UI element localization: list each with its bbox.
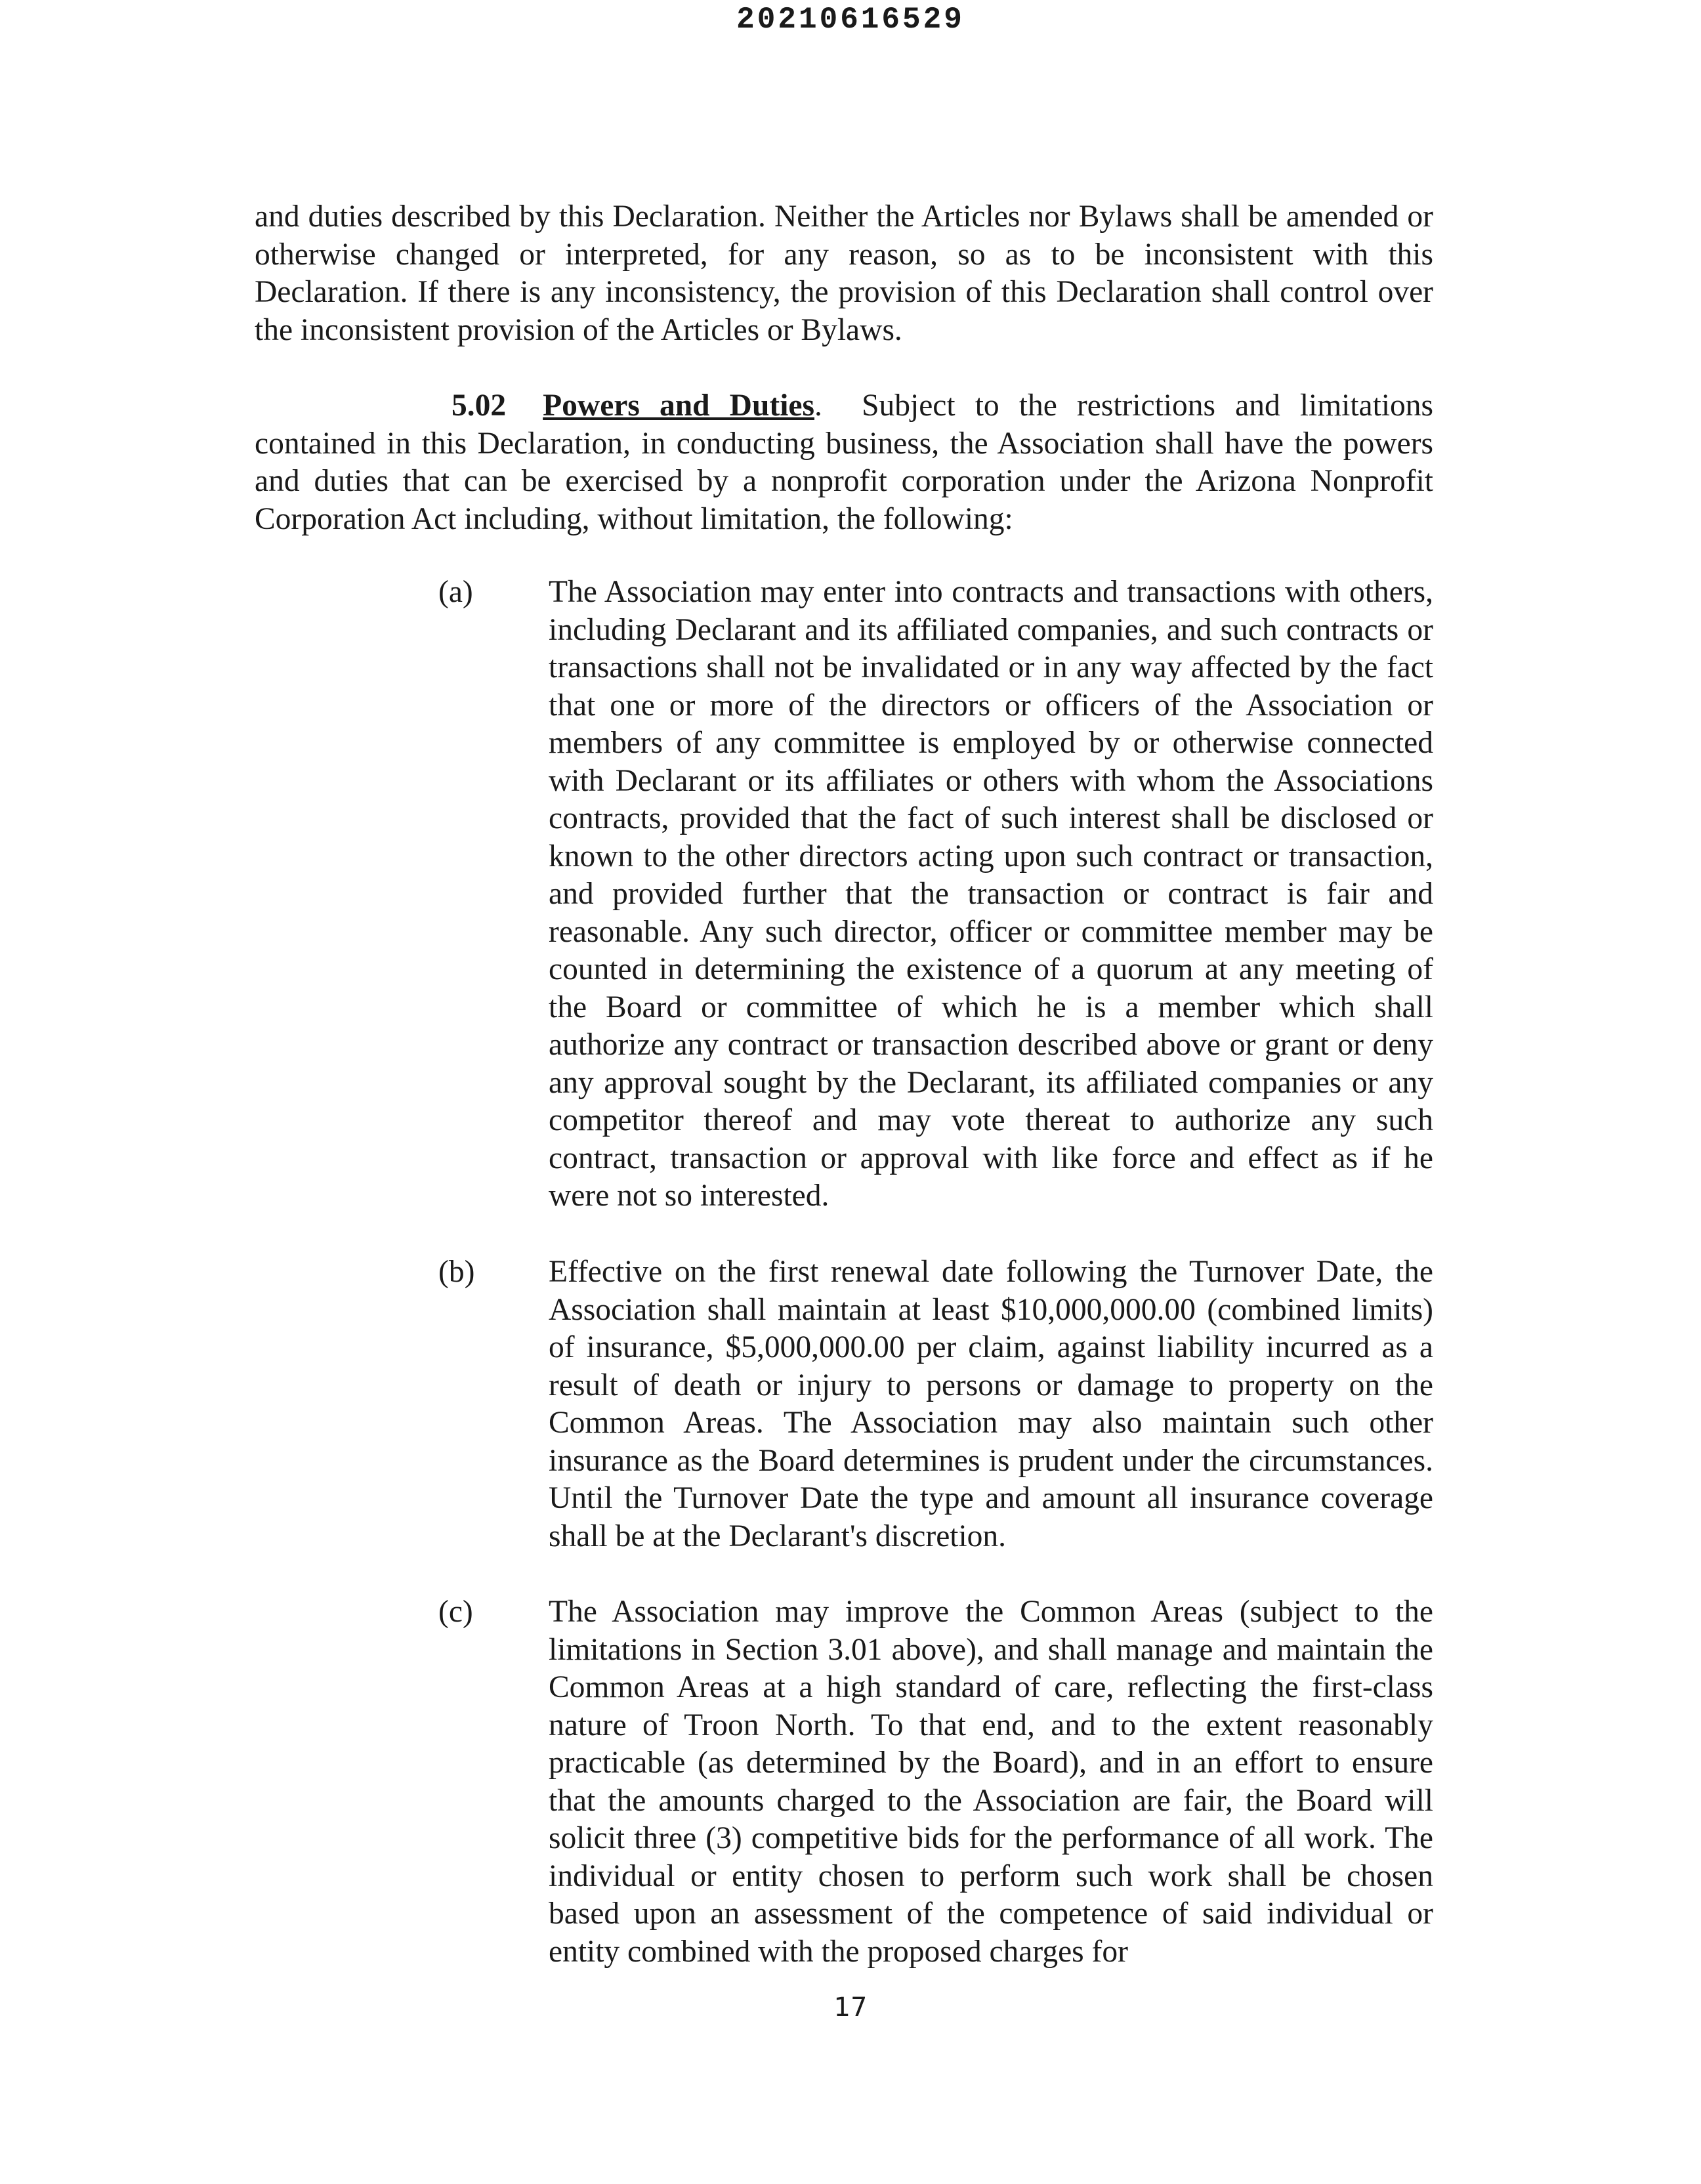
section-5-02-paragraph: 5.02 Powers and Duties. Subject to the restrictions and limitations contained in this Declaration, in conducting business, the Association shall have the powers and duties that can be exercised by a nonprofit corporation under the Arizona Nonprofit Corporation Act including, without limitation, the following: [255,388,1434,536]
section-number: 5.02 [452,388,507,423]
section-text: Subject to the restrictions and limitations contained in this Declaration, in conducting business, the Association shall have the powers and duties that can be exercised by a nonprofit corporation under the Arizona Nonprofit Corporation Act including, without limitation, the following: [255,388,1434,536]
item-label-c: (c) [438,1595,473,1629]
document-number: 20210616529 [736,3,965,37]
paragraph-articles-bylaws: and duties described by this Declaration. Neither the Articles nor Bylaws shall be amended or otherwise changed or interpreted, for any reason, so as to be inconsistent with this Declaration. If there is any inconsistency, the provision of this Declaration shall control over the inconsistent provision of the Articles or Bylaws. [255,200,1433,347]
page-number: 17 [833,1992,868,2023]
item-label-a: (a) [438,575,473,609]
item-text-c: The Association may improve the Common Areas (subject to the limitations in Section 3.01 above), and shall manage and maintain the Common Areas at a high standard of care, reflecting the first-class nature of Troon North. To that end, and to the extent reasonably practicable (as determined by the Board), and in an effort to ensure that the amounts charged to the Association are fair, the Board will solicit three (3) competitive bids for the performance of all work. The individual or entity chosen to perform such work shall be chosen based upon an assessment of the competence of said individual or entity combined with the proposed charges for [549,1595,1433,1969]
item-text-a: The Association may enter into contracts and transactions with others, including Declarant and its affiliated companies, and such contracts or transactions shall not be invalidated or in any way affected by the fact that one or more of the directors or officers of the Association or members of any committee is employed by or otherwise connected with Declarant or its affiliates or others with whom the Associations contracts, provided that the fact of such interest shall be disclosed or known to the other directors acting upon such contract or transaction, and provided further that the transaction or contract is fair and reasonable. Any such director, officer or committee member may be counted in determining the existence of a quorum at any meeting of the Board or committee of which he is a member which shall authorize any contract or transaction described above or grant or deny any approval sought by the Declarant, its affiliated companies or any competitor thereof and may vote thereat to authorize any such contract, transaction or approval with like force and effect as if he were not so interested. [549,575,1433,1213]
item-text-b: Effective on the first renewal date following the Turnover Date, the Association shall maintain at least $10,000,000.00 (combined limits) of insurance, $5,000,000.00 per claim, against liability incurred as a result of death or injury to persons or damage to property on the Common Areas. The Association may also maintain such other insurance as the Board determines is prudent under the circumstances. Until the Turnover Date the type and amount all insurance coverage shall be at the Declarant's discretion. [549,1255,1433,1553]
section-title: Powers and Duties [543,388,814,423]
item-label-b: (b) [438,1255,475,1289]
